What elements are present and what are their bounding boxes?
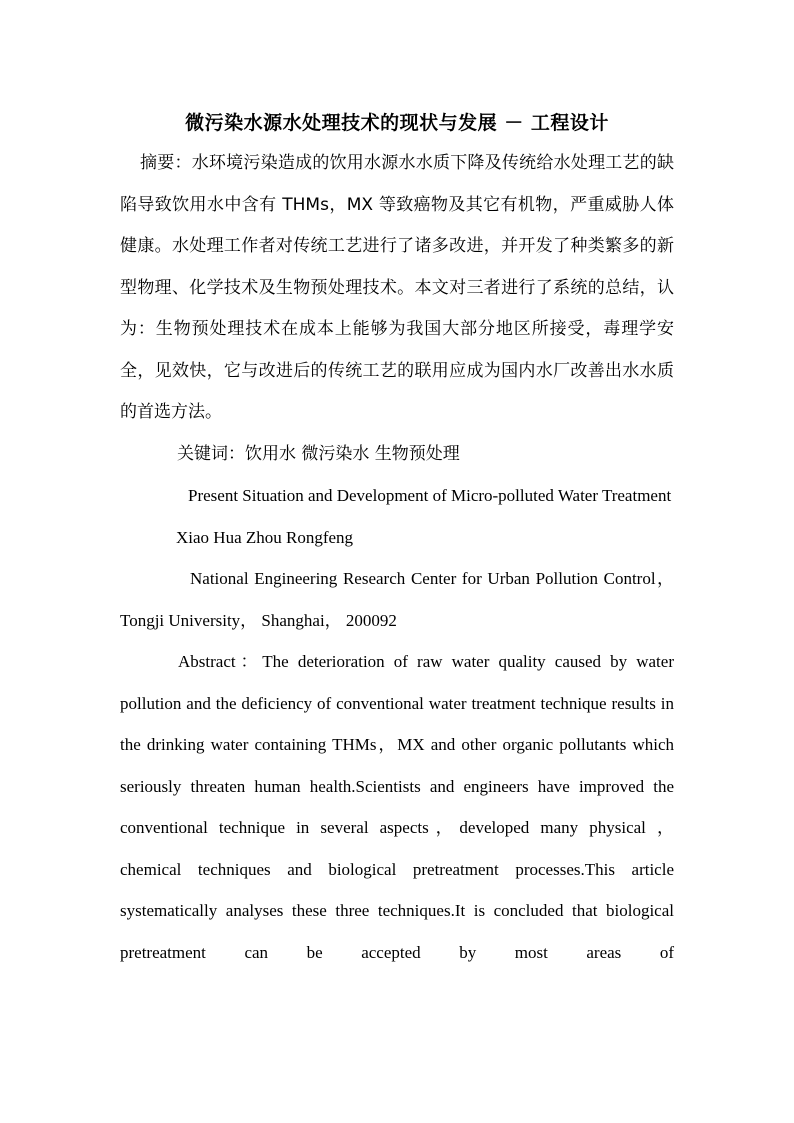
abstract-en: Abstract：The deterioration of raw water quality caused by water pollution and the deficiency of conventional water treatment technique results in the drinking water containing THMs，MX and other organic pollutants which seriously threaten human health.Scientists and engineers have improved the conventional technique in several aspects，developed many physical ， chemical techniques and biological pretreatment processes.This article systematically analyses these three techniques.It is concluded that biological pretreatment can be accepted by most areas of [120, 652, 674, 962]
authors-en: Xiao Hua Zhou Rongfeng [176, 527, 354, 547]
document-title: 微污染水源水处理技术的现状与发展 － 工程设计 [185, 112, 609, 134]
abstract-zh: 摘要：水环境污染造成的饮用水源水水质下降及传统给水处理工艺的缺陷导致饮用水中含有 THMs，MX 等致癌物及其它有机物，严重威胁人体健康。水处理工作者对传统工艺进行了诸多改进，并开发了种类繁多的新型物理、化学技术及生物预处理技术。本文对三者进行了系统的总结，认为：生物预处理技术在成本上能够为我国大部分地区所接受，毒理学安全，见效快，它与改进后的传统工艺的联用应成为国内水厂改善出水水质的首选方法。 [120, 153, 674, 422]
affiliation-en: National Engineering Research Center for Urban Pollution Control， Tongji University， Shanghai， 200092 [120, 569, 674, 630]
keywords-zh: 关键词：饮用水 微污染水 生物预处理 [177, 443, 460, 464]
document-page [120, 100, 674, 973]
title-en: Present Situation and Development of Micro-polluted Water Treatment [188, 486, 672, 505]
